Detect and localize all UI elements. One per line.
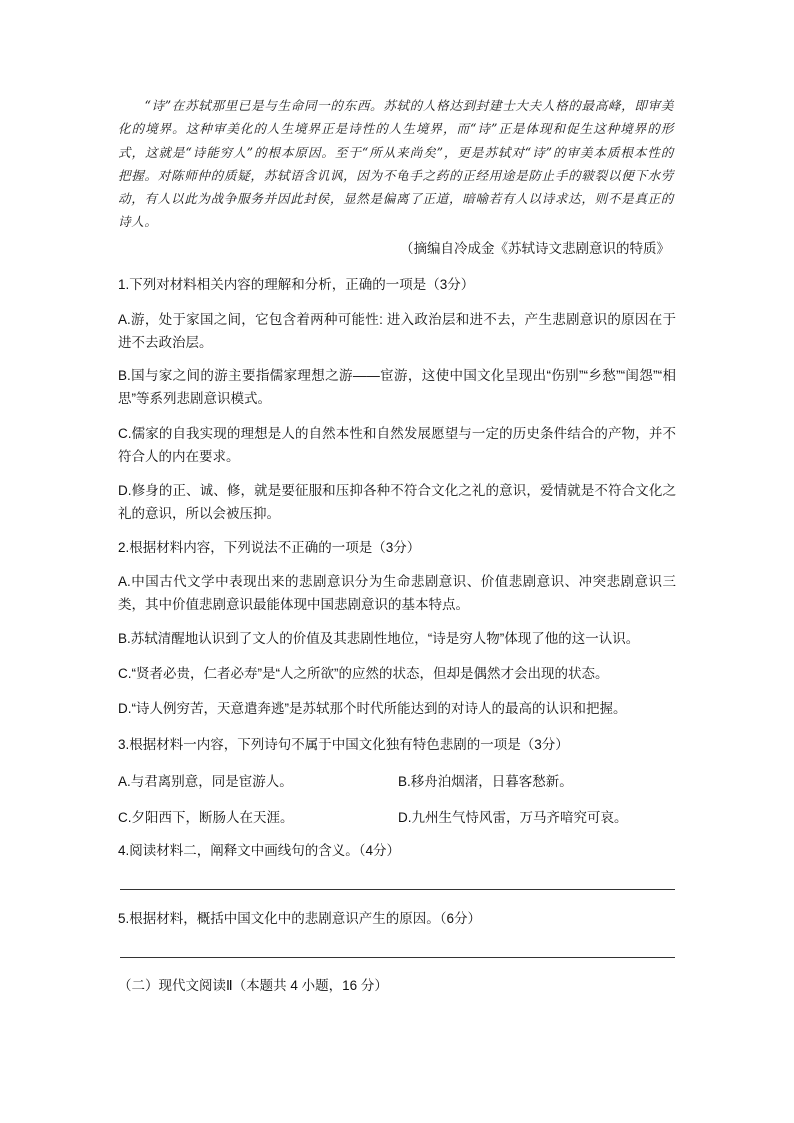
section-heading: （二）现代文阅读Ⅱ（本题共 4 小题，16 分） <box>118 978 388 993</box>
q3-option-d: D.九州生气恃风雷，万马齐喑究可哀。 <box>398 810 628 825</box>
q3-option-b: B.移舟泊烟渚，日暮客愁新。 <box>398 774 573 789</box>
passage-paragraph: “诗”在苏轼那里已是与生命同一的东西。苏轼的人格达到封建士大夫人格的最高峰，即审美化的境界。这种审美化的人生境界正是诗性的人生境界，而“诗”正是体现和促生这种境界的形式，这就是“诗能穷人”的根本原因。至于“所从来尚矣”，更是苏轼对“诗”的审美本质根本性的把握。对陈师仲的质疑，苏轼语含讥讽，因为不龟手之药的正经用途是防止手的皲裂以便下水劳动，有人以此为战争服务并因此封侯，显然是偏离了正道，暗喻若有人以诗求达，则不是真正的诗人。 <box>118 98 674 230</box>
q2-stem: 2.根据材料内容，下列说法不正确的一项是（3分） <box>118 540 421 555</box>
q1-stem: 1.下列对材料相关内容的理解和分析，正确的一项是（3分） <box>118 277 475 292</box>
q2-option-b: B.苏轼清醒地认识到了文人的价值及其悲剧性地位，“诗是穷人物”体现了他的这一认识。 <box>118 631 640 646</box>
q5-answer-line[interactable] <box>120 957 675 958</box>
q4-answer-line[interactable] <box>120 889 675 890</box>
q1-option-c: C.儒家的自我实现的理想是人的自然本性和自然发展愿望与一定的历史条件结合的产物，并不符合人的内在要求。 <box>118 426 676 464</box>
q3-option-a: A.与君离别意，同是宦游人。 <box>118 774 293 789</box>
q1-option-b: B.国与家之间的游主要指儒家理想之游——宦游，这使中国文化呈现出“伤别”“乡愁”“闺怨”“相思”等系列悲剧意识模式。 <box>118 368 676 406</box>
q2-option-a: A.中国古代文学中表现出来的悲剧意识分为生命悲剧意识、价值悲剧意识、冲突悲剧意识三类，其中价值悲剧意识最能体现中国悲剧意识的基本特点。 <box>118 574 676 612</box>
q3-stem: 3.根据材料一内容，下列诗句不属于中国文化独有特色悲剧的一项是（3分） <box>118 737 569 752</box>
q2-option-c: C.“贤者必贵，仁者必寿”是“人之所欲”的应然的状态，但却是偶然才会出现的状态。 <box>118 666 609 681</box>
q3-option-c: C.夕阳西下，断肠人在天涯。 <box>118 810 294 825</box>
q4-stem: 4.阅读材料二，阐释文中画线句的含义。（4分） <box>118 843 401 858</box>
q2-option-d: D.“诗人例穷苦，天意遣奔逃”是苏轼那个时代所能达到的对诗人的最高的认识和把握。 <box>118 701 627 716</box>
passage-attribution: （摘编自冷成金《苏轼诗文悲剧意识的特质》 <box>400 241 670 256</box>
q5-stem: 5.根据材料，概括中国文化中的悲剧意识产生的原因。（6分） <box>118 911 482 926</box>
q1-option-d: D.修身的正、诚、修，就是要征服和压抑各种不符合文化之礼的意识，爱情就是不符合文化之礼的意识，所以会被压抑。 <box>118 483 676 521</box>
q1-option-a: A.游，处于家国之间，它包含着两种可能性: 进入政治层和进不去，产生悲剧意识的原因在于进不去政治层。 <box>118 312 676 350</box>
